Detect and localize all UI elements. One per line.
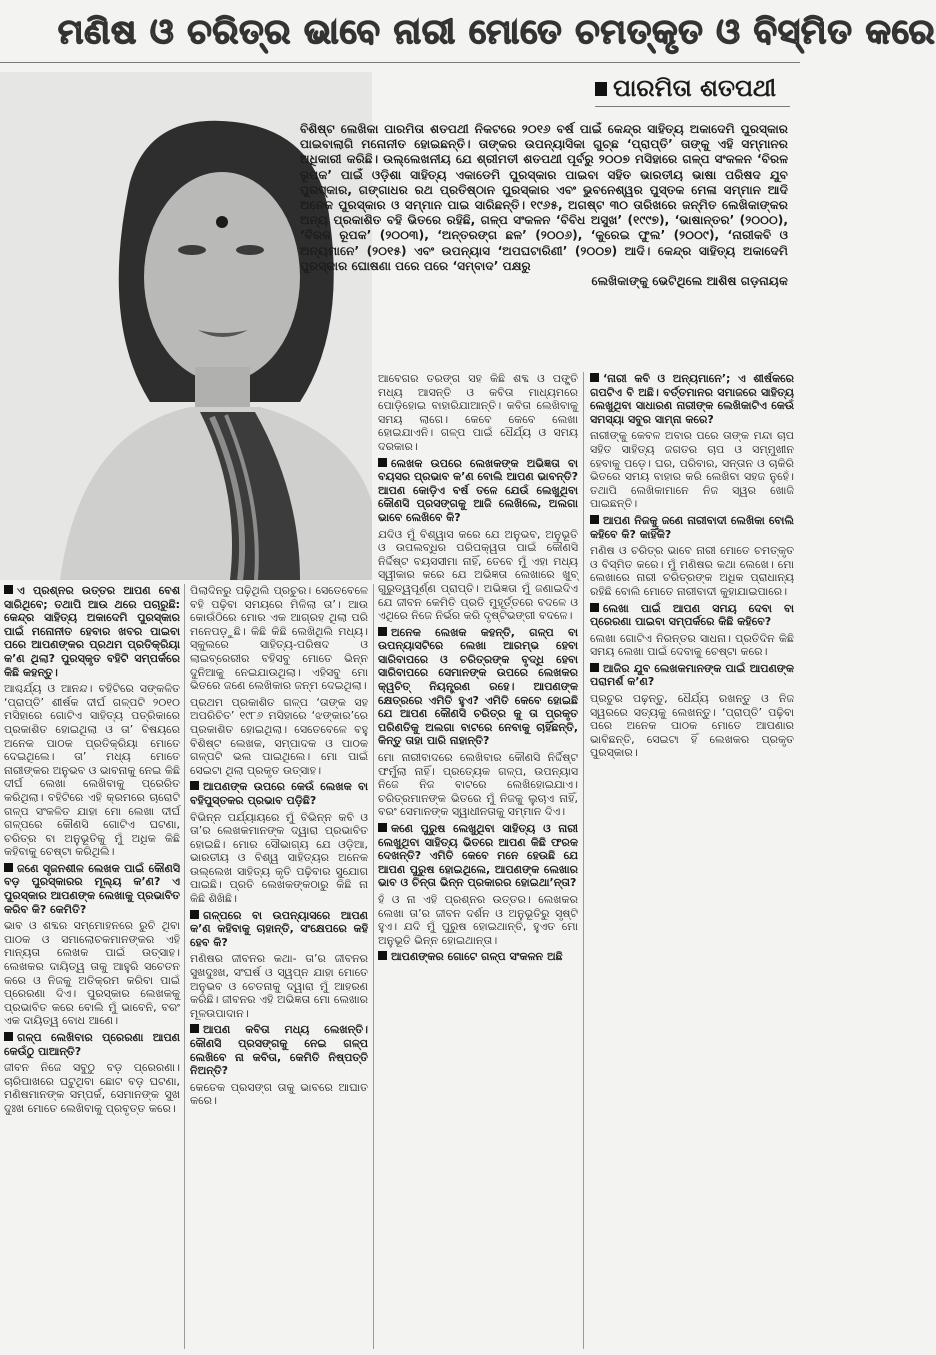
- question-text: କଣେ ପୁରୁଷ ଲେଖୁଥିବା ସାହିତ୍ୟ ଓ ନାରୀ ଲେଖୁଥିବା ସାହିତ୍ୟ ଭିତରେ ଆପଣ କିଛି ଫରକ ଦେଖନ୍ତି? ଏମିତି କେବେ ମନେ ହେଉଛି ଯେ ଆପଣ ପୁରୁଷ ହୋଇଥିଲେ, ଆପଣଙ୍କ ଲେଖାର ଭାବ ଓ ଚିନ୍ତା ଭିନ୍ନ ପ୍ରକାରର ହୋଇଥା’ନ୍ତା?: [378, 822, 578, 890]
- interview-answer: [190, 811, 368, 906]
- answer-text: କେତେକ ପ୍ରସଙ୍ଗ ତାକୁ ଭାବରେ ଆଘାତ କରେ।: [190, 1080, 368, 1108]
- question-bullet-icon: [4, 863, 13, 872]
- question-bullet-icon: [590, 515, 599, 524]
- answer-text: ଯଦିଓ ମୁଁ ବିଶ୍ୱାସ କରେ ଯେ ଅନୁଭବ, ଅନୁଭୂତି ଓ ଉପଲବ୍ଧିର ପରିପକ୍ୱତା ପାଇଁ କୌଣସି ନିର୍ଦ୍ଦିଷ୍ଟ ବୟସସୀମା ନାହିଁ, ତେବେ ମୁଁ ଏହା ମଧ୍ୟ ସ୍ୱୀକାର କରେ ଯେ ଅଭିଜ୍ଞତା ଲେଖାରେ ଖୁବ୍ ଗୁରୁତ୍ୱପୂର୍ଣ୍ଣ ପ୍ରାପ୍ତି। ଅଭିଜ୍ଞତା ମୁଁ ଜଣାଇଦିଏ ଯେ ଜୀବନ କେମିତି ପ୍ରତି ମୁହୂର୍ତ୍ତରେ ବଦଳେ ଓ ଏଥିରେ ନିଜେ ନିର୍ଭର କରି ଦୃଷ୍ଟିଭଙ୍ଗୀ ବଦଳେ।: [378, 527, 578, 623]
- interview-question: [378, 822, 578, 890]
- answer-text: ଲେଖା ଗୋଟିଏ ନିରନ୍ତର ସାଧନା। ପ୍ରତିଦିନ କିଛି ସମୟ ଲେଖା ପାଇଁ ଦେବାକୁ ଚେଷ୍ଟା କରେ।: [590, 631, 794, 659]
- intro-paragraph: [300, 122, 788, 370]
- column-divider: [583, 372, 584, 1349]
- interview-answer: [590, 429, 794, 511]
- question-bullet-icon: [4, 585, 13, 594]
- interview-question: [378, 626, 578, 748]
- interview-question: [590, 514, 794, 541]
- question-text: ଜଣେ ସୃଜନଶୀଳ ଲେଖକ ପାଇଁ କୌଣସି ବଡ଼ ପୁରସ୍କାରର ମୂଲ୍ୟ କ’ଣ? ଏ ପୁରସ୍କାର ଆପଣଙ୍କ ଲେଖାକୁ ପ୍ରଭାବିତ କରିବ କି? କେମିତି?: [4, 861, 180, 916]
- interview-question: [378, 950, 578, 964]
- byline-text: ପାରମିତା ଶତପଥୀ: [613, 74, 777, 102]
- answer-text: ପିଲାଦିନରୁ ପଢ଼ିଥିଲି ପ୍ରଚୁର। ସେତେବେଳେ ବହି ପଢ଼ିବା ସମୟରେ ମିଳିଲା ତା’। ଆଉ କୋଉଁଠିରେ ମୋର ଏକ ଆଗ୍ରହ ଥିଲା ପରି ମନେପଡ଼ୁଛି। କିଛି କିଛି ଲେଖିଥିଲି ମଧ୍ୟ। ସ୍କୁଲରେ ସାହିତ୍ୟ-ପରିଷଦ ଓ ଲାଇବ୍ରେରୀର ବହିସବୁ ମୋତେ ଭିନ୍ନ ଦୁନିଆକୁ ନେଇଯାଉଥିଲା। ଏହିସବୁ ମୋ ଭିତରେ ଜଣେ ଲେଖିକାର ଜନ୍ମ ଦେଇଥିଲା।: [190, 584, 368, 693]
- question-text: ଗଳ୍ପରେ ବା ଉପନ୍ୟାସରେ ଆପଣ କ’ଣ କହିବାକୁ ଚାହାନ୍ତି, ସଂକ୍ଷେପରେ କହି ହେବ କି?: [190, 908, 368, 949]
- answer-text: ମଣିଷର ଜୀବନର କଥା- ତା’ର ଜୀବନର ସୁଖଦୁଃଖ, ସଂଘର୍ଷ ଓ ସ୍ୱପ୍ନ ଯାହା ମୋତେ ଅନୁଭବ ଓ ଚେତନାକୁ ଦ୍ୱାରା ମୁଁ ଆହରଣ କରିଛି। ଜୀବନର ଏହି ଅଭିଜ୍ଞତା ମୋ ଲେଖାର ମୂଳଉପାଦାନ।: [190, 952, 368, 1020]
- answer-text: ମଣିଷ ଓ ଚରିତ୍ର ଭାବେ ନାରୀ ମୋତେ ଚମତ୍କୃତ ଓ ବିସ୍ମିତ କରେ। ମୁଁ ମଣିଷର କଥା ଲେଖେ। ମୋ ଲେଖାରେ ନାରୀ ଚରିତ୍ରଙ୍କ ଅଧିକ ପ୍ରାଧାନ୍ୟ ରହିଛି ବୋଲି ମୋତେ ନାରୀବାଦୀ କୁହାଯାଇପାରେ।: [590, 544, 794, 598]
- column-divider: [373, 584, 374, 1349]
- interview-answer: [378, 751, 578, 819]
- interview-answer: [378, 893, 578, 947]
- interview-answer: [190, 952, 368, 1020]
- column-divider: [184, 584, 185, 1349]
- interview-answer: [4, 1061, 180, 1115]
- interview-question: [590, 662, 794, 689]
- interview-answer: [190, 696, 368, 778]
- answer-text: ବିଭିନ୍ନ ପର୍ଯ୍ୟାୟରେ ମୁଁ ବିଭିନ୍ନ କବି ଓ ତା’ର ଲେଖକମାନଙ୍କ ଦ୍ୱାରା ପ୍ରଭାବିତ ହୋଇଛି। ମୋର ସୌଭାଗ୍ୟ ଯେ ଓଡ଼ିଆ, ଭାରତୀୟ ଓ ବିଶ୍ୱ ସାହିତ୍ୟର ଅନେକ ଉଲ୍ଲେଖ ସାହିତ୍ୟ କୃତି ପଢ଼ିବାର ସୁଯୋଗ ପାଇଛି। ପ୍ରତି ଲେଖକଙ୍କଠାରୁ କିଛି ନା କିଛି ଶିଖିଛି।: [190, 810, 368, 906]
- interview-question: [4, 1031, 180, 1058]
- interview-answer: [590, 692, 794, 760]
- interview-answer: [590, 632, 794, 659]
- interview-question: [590, 602, 794, 629]
- interview-question: [190, 909, 368, 950]
- interview-question: [4, 862, 180, 916]
- answer-text: ପ୍ରଚୁର ପଢ଼ନ୍ତୁ, ଧୈର୍ଯ୍ୟ ରଖନ୍ତୁ ଓ ନିଜ ସ୍ୱରରେ ସତ୍ୟକୁ ଲେଖନ୍ତୁ। ‘ପ୍ରାପ୍ତି’ ପଢ଼ିବା ପରେ ଅନେକ ପାଠକ ମୋତେ ଆପଣାର ଭାବିଛନ୍ତି, ସେଇଟା ହିଁ ଲେଖକର ପ୍ରକୃତ ପୁରସ୍କାର।: [590, 692, 794, 760]
- question-bullet-icon: [378, 458, 387, 467]
- question-bullet-icon: [190, 781, 199, 790]
- question-text: ଗଳ୍ପ ଲେଖିବାର ପ୍ରେରଣା ଆପଣ କେଉଁଠୁ ପାଆନ୍ତି?: [4, 1031, 180, 1058]
- answer-text: ଭାବ ଓ ଶବ୍ଦର ସମ୍ମୋହନରେ ରୁଚି ଥିବା ପାଠକ ଓ ସମାଲୋଚକମାନଙ୍କର ଏହି ମାନ୍ୟତା ଲେଖକ ପାଇଁ ଉତ୍ସାହ। ଲେଖକର ଦାୟିତ୍ୱ ତାକୁ ଆହୁରି ସଚେତନ କରେ ଓ ନିଜକୁ ଅତିକ୍ରମ କରିବା ପାଇଁ ପ୍ରେରଣା ଦିଏ। ପୁରସ୍କାର ଲେଖକକୁ ପ୍ରଭାବିତ କରେ ବୋଲି ମୁଁ ଭାବେନି, ବରଂ ଏକ ଦାୟିତ୍ୱ ବୋଧ ଆଣେ।: [4, 919, 180, 1028]
- headline-rule: [0, 62, 800, 63]
- article-column-2: [190, 584, 368, 1349]
- interview-answer: [190, 1081, 368, 1108]
- question-text: ଆପଣ କବିତା ମଧ୍ୟ ଲେଖନ୍ତି। କୌଣସି ପ୍ରସଙ୍ଗକୁ ନେଇ ଗଳ୍ପ ଲେଖିବେ ନା କବିତା, କେମିତି ନିଷ୍ପତ୍ତି ନିଅନ୍ତି?: [190, 1023, 368, 1078]
- interview-answer: [378, 372, 578, 454]
- question-bullet-icon: [590, 603, 599, 612]
- question-text: ଲେଖକ ଉପରେ ଲେଖକଙ୍କ ଅଭିଜ୍ଞତା ବା ବୟସର ପ୍ରଭାବ କ’ଣ ବୋଲି ଆପଣ ଭାବନ୍ତି? ଆପଣ କୋଡ଼ିଏ ବର୍ଷ ତଳେ ଯେଉଁ ଲେଖୁଥିବା କୌଣସି ପ୍ରସଙ୍ଗକୁ ଆଜି ଲେଖିଲେ, ଅଲଗା ଭାବେ ଲେଖିବେ କି?: [378, 456, 578, 524]
- interview-question: [590, 372, 794, 426]
- byline-square-icon: [595, 82, 607, 96]
- answer-text: ଜୀବନ ନିଜେ ସବୁଠୁ ବଡ଼ ପ୍ରେରଣା। ଚାରିପାଖରେ ଘଟୁଥିବା ଛୋଟ ବଡ଼ ଘଟଣା, ମଣିଷମାନଙ୍କ ସମ୍ପର୍କ, ସେମାନଙ୍କ ସୁଖ ଦୁଃଖ ମୋତେ ଲେଖିବାକୁ ପ୍ରବୃତ୍ତ କରେ।: [4, 1061, 180, 1115]
- answer-text: ଆଶ୍ଚର୍ଯ୍ୟ ଓ ଆନନ୍ଦ। ବହିଟିରେ ସଙ୍କଳିତ ‘ପ୍ରାପ୍ତି’ ଶୀର୍ଷକ ଦୀର୍ଘ ଗଳ୍ପଟି ୨୦୧୦ ମସିହାରେ ଗୋଟିଏ ସାହିତ୍ୟ ପତ୍ରିକାରେ ପ୍ରକାଶିତ ହୋଇଥିଲା ଓ ତା’ ବିଷୟରେ ଅନେକ ପାଠକ ପ୍ରତିକ୍ରିୟା ମୋତେ ଦେଇଥିଲେ। ତା’ ମଧ୍ୟ ମୋତେ ନାରୀଙ୍କର ଅନୁଭବ ଓ ଭାବନାକୁ ନେଇ କିଛି ଦୀର୍ଘ ଲେଖା ଲେଖିବାକୁ ପ୍ରେରିତ କରିଥିଲା। ବହିଟିରେ ଏହି କ୍ରମରେ ଚାରୋଟି ଗଳ୍ପ ସଂକଳିତ ଯାହା ମୋ ଲେଖା ଦୀର୍ଘ ଗଳ୍ପରେ କୌଣସି ଗୋଟିଏ ଘଟଣା, ଚରିତ୍ର ବା ଅନୁଭୂତିକୁ ମୁଁ ଅଧିକ କିଛି କହିବାକୁ ଚେଷ୍ଟା କରିଥିଲି।: [4, 682, 180, 859]
- interview-answer: [378, 528, 578, 623]
- question-bullet-icon: [590, 373, 599, 382]
- question-bullet-icon: [190, 910, 199, 919]
- intro-credit: ଲେଖିକାଙ୍କୁ ଭେଟିଥିଲେ ଆଶିଷ ଗଡ଼ନାୟକ: [591, 274, 788, 289]
- question-bullet-icon: [378, 951, 387, 960]
- question-text: ଅନେକ ଲେଖକ କହନ୍ତି, ଗଳ୍ପ ବା ଉପନ୍ୟାସଟିରେ ଲେଖା ଆରମ୍ଭ ହେବା ସାରିବାପରେ ଓ ଚରିତ୍ରଙ୍କ ବୃଦ୍ଧି ହେବା ସାରିବାପରେ ସେମାନଙ୍କ ଉପରେ ଲେଖକର କ୍ୱଚିତ୍ ନିୟନ୍ତ୍ରଣ ରହେ। ଆପଣଙ୍କ କ୍ଷେତ୍ରରେ ଏମିତି ହୁଏ? ଏମିତି କେବେ ହୋଇଛି ଯେ ଆପଣ କୌଣସି ଚରିତ୍ର କୁ ତା ପ୍ରକୃତ ପରିଣତିକୁ ଅଲଗା ବାଟରେ ନେବାକୁ ଚାହିଁଛନ୍ତି, କିନ୍ତୁ ତାହା ପାରି ନାହାନ୍ତି?: [378, 625, 578, 748]
- question-text: ଆପଣଙ୍କ ଉପରେ କେଉଁ ଲେଖକ ବା ବହିପୁସ୍ତକର ପ୍ରଭାବ ପଡ଼ିଛି?: [190, 780, 368, 807]
- interview-question: [378, 457, 578, 525]
- article-column-1: [4, 584, 180, 1349]
- article-column-4: [590, 372, 794, 1349]
- interview-question: [4, 584, 180, 679]
- question-bullet-icon: [590, 663, 599, 672]
- interview-answer: [4, 682, 180, 859]
- question-text: ଆପଣ ନିଜକୁ ଜଣେ ନାରୀବାଦୀ ଲେଖିକା ବୋଲି କହିବେ କି? କାହିଁକି?: [590, 513, 794, 541]
- interview-question: [190, 780, 368, 807]
- answer-text: ପ୍ରଥମ ପ୍ରକାଶିତ ଗଳ୍ପ ‘ତାଙ୍କ ସହ ଅପରିଚିତ’ ୧୯୮୬ ମସିହାରେ ‘ଝଙ୍କାର’ରେ ପ୍ରକାଶିତ ହୋଇଥିଲା। ସେତେବେଳେ ବହୁ ବିଶିଷ୍ଟ ଲେଖକ, ସମ୍ପାଦକ ଓ ପାଠକ ଗଳ୍ପଟି ଭଲ ପାଇଥିଲେ। ମୋ ପାଇଁ ସେଇଟା ଥିଲା ପ୍ରକୃତ ଉତ୍ସାହ।: [190, 695, 368, 777]
- question-bullet-icon: [4, 1032, 13, 1041]
- answer-text: ନାରୀଙ୍କୁ କେବଳ ଅବାର ପରେ ତାଙ୍କ ମନ୍ଦା ଚାପ ସହିତ ସାହିତ୍ୟ ଜଗତର ଚାପ ଓ ସମ୍ମୁଖୀନ ହେବାକୁ ପଡ଼େ। ଘର, ପରିବାର, ସନ୍ତାନ ଓ ଚାକିରି ଭିତରେ ସମୟ ବାହାର କରି ଲେଖିବା ସହଜ ନୁହେଁ। ତଥାପି ଲେଖିକାମାନେ ନିଜ ସ୍ୱର ଖୋଜି ପାଇଛନ୍ତି।: [590, 429, 794, 511]
- answer-text: ହଁ ଓ ନା ଏହି ପ୍ରଶ୍ନର ଉତ୍ତର। ଲେଖକର ଲେଖା ତା’ର ଜୀବନ ଦର୍ଶନ ଓ ଅନୁଭୂତିରୁ ସୃଷ୍ଟି ହୁଏ। ଯଦି ମୁଁ ପୁରୁଷ ହୋଇଥାନ୍ତି, ହୁଏତ ମୋ ଅନୁଭୂତି ଭିନ୍ନ ହୋଇଥାନ୍ତା।: [378, 892, 578, 947]
- question-bullet-icon: [190, 1024, 199, 1033]
- interview-answer: [590, 544, 794, 598]
- article-column-3: [378, 372, 578, 1349]
- intro-text: ବିଶିଷ୍ଟ ଲେଖିକା ପାରମିତା ଶତପଥୀ ନିକଟରେ ୨୦୧୬ ବର୍ଷ ପାଇଁ କେନ୍ଦ୍ର ସାହିତ୍ୟ ଅକାଦେମି ପୁରସ୍କାର ପାଇବାଲାଗି ମନୋନୀତ ହୋଇଛନ୍ତି। ତାଙ୍କର ଉପନ୍ୟାସିକା ଗୁଚ୍ଛ ‘ପ୍ରାପ୍ତି’ ତାଙ୍କୁ ଏହି ସମ୍ମାନର ଅଧିକାରୀ କରିଛି। ଉଲ୍ଲେଖନୀୟ ଯେ ଶ୍ରୀମତୀ ଶତପଥୀ ପୂର୍ବରୁ ୨୦୦୭ ମସିହାରେ ଗଳ୍ପ ସଂକଳନ ‘ବିରଳ ରୂପକ’ ପାଇଁ ଓଡ଼ିଶା ସାହିତ୍ୟ ଏକାଡେମି ପୁରସ୍କାର ପାଇବା ସହିତ ଭାରତୀୟ ଭାଷା ପରିଷଦ ଯୁବ ପୁରସ୍କାର, ଗଙ୍ଗାଧର ରଥ ପ୍ରତିଷ୍ଠାନ ପୁରସ୍କାର ଏବଂ ଭୁବନେଶ୍ୱର ପୁସ୍ତକ ମେଳା ସମ୍ମାନ ଆଦି ଅନେକ ପୁରସ୍କାର ଓ ସମ୍ମାନ ପାଇ ସାରିଛନ୍ତି। ୧୯୬୫, ଅଗଷ୍ଟ ୩୦ ତାରିଖରେ ଜନ୍ମିତ ଲେଖିକାଙ୍କର ଅନ୍ୟ ପ୍ରକାଶିତ ବହି ଭିତରେ ରହିଛି, ଗଳ୍ପ ସଂକଳନ ‘ବିବିଧ ଅସୁଖ’ (୧୯୯୭), ‘ଭାଷାନ୍ତର’ (୨୦୦୦), ‘ବିରଳ ରୂପକ’ (୨୦୦୩), ‘ଅନ୍ତରଙ୍ଗ ଛଳ’ (୨୦୦୬), ‘କୁରେଇ ଫୁଲ’ (୨୦୦୯), ‘ନାରୀକବି ଓ ଅନ୍ୟମାନେ’ (୨୦୧୫) ଏବଂ ଉପନ୍ୟାସ ‘ଅପଘଟାରିଣୀ’ (୨୦୦୭) ଆଦି। କେନ୍ଦ୍ର ସାହିତ୍ୟ ଅକାଦେମି ପୁରସ୍କାର ଘୋଷଣା ପରେ ପରେ ‘ସମ୍ବାଦ’ ପକ୍ଷରୁ: [300, 122, 788, 273]
- question-text: ଆପଣଙ୍କର ଗୋଟେ ଗଳ୍ପ ସଂକଳନ ଅଛି: [391, 950, 563, 964]
- question-text: ‘ନାରୀ କବି ଓ ଅନ୍ୟମାନେ’; ଏ ଶୀର୍ଷକରେ ଗପଟିଏ ବି ଅଛି। ବର୍ତ୍ତମାନର ସମାଜରେ ସାହିତ୍ୟ ଲେଖୁଥିବା ସାଧାରଣ ନାରୀଙ୍କ ଲେଖିକାଟିଏ କେଉଁ ସମସ୍ୟା ସବୁର ସାମ୍ନା କରେ?: [590, 372, 794, 426]
- answer-text: ଆବେଗର ତରଙ୍ଗ ସହ କିଛି ଶବ୍ଦ ଓ ପଙ୍କ୍ତି ମଧ୍ୟ ଆସନ୍ତି ଓ କବିତା ମାଧ୍ୟମରେ ପୋଡ଼ିହୋଇ ବାହାରିଯାଆନ୍ତି। କବିତା ଲେଖିବାକୁ ସମୟ ଲାଗେ। କେବେ କେବେ ଲେଖା ହୋଇଯାଏନି। ଗଳ୍ପ ପାଇଁ ଧୈର୍ଯ୍ୟ ଓ ସମୟ ଦରକାର।: [378, 372, 578, 453]
- question-bullet-icon: [378, 823, 387, 832]
- question-text: ଲେଖା ପାଇଁ ଆପଣ ସମୟ ଦେବା ବା ପ୍ରେରଣା ପାଇବା ସମ୍ପର୍କରେ କିଛି କହିବେ?: [590, 601, 794, 629]
- answer-text: ମୋ ନାରୀବାଦରେ ଲେଖିବାର କୌଣସି ନିର୍ଦ୍ଦିଷ୍ଟ ଫର୍ମୁଲା ନାହିଁ। ପ୍ରତ୍ୟେକ ଗଳ୍ପ, ଉପନ୍ୟାସ ନିଜେ ନିଜ ବାଟରେ ଲେଖିହୋଇଯାଏ। ଚରିତ୍ରମାନଙ୍କ ଭିତରେ ମୁଁ ନିଜକୁ ଲୁଚାଏ ନାହିଁ, ବରଂ ସେମାନଙ୍କ ସ୍ୱାଧୀନତାକୁ ସମ୍ମାନ ଦିଏ।: [378, 751, 578, 819]
- author-byline: [595, 70, 790, 106]
- question-text: ଆଜିର ଯୁବ ଲେଖକମାନଙ୍କ ପାଇଁ ଆପଣଙ୍କ ପରାମର୍ଶ କ’ଣ?: [590, 661, 794, 689]
- interview-answer: [4, 919, 180, 1028]
- interview-question: [190, 1023, 368, 1077]
- question-bullet-icon: [378, 627, 387, 636]
- byline-rule: [595, 106, 790, 107]
- question-text: ଏ ପ୍ରଶ୍ନର ଉତ୍ତର ଆପଣ ବେଶ ସାରିଥିବେ; ତଥାପି ଆଉ ଥରେ ପଚାରୁଛି: କେନ୍ଦ୍ର ସାହିତ୍ୟ ଅକାଦେମି ପୁରସ୍କାର ପାଇଁ ମନୋନୀତ ହେବାର ଖବର ପାଇବା ପରେ ଆପଣଙ୍କର ପ୍ରଥମ ପ୍ରତିକ୍ରିୟା କ’ଣ ଥିଲା? ପୁରସ୍କୃତ ବହିଟି ସମ୍ପର୍କରେ କିଛି କହନ୍ତୁ।: [4, 584, 180, 679]
- headline: ମଣିଷ ଓ ଚରିତ୍ର ଭାବେ ନାରୀ ମୋତେ ଚମତ୍କୃତ ଓ ବିସ୍ମିତ କରେ: [58, 12, 936, 52]
- interview-answer: [190, 584, 368, 693]
